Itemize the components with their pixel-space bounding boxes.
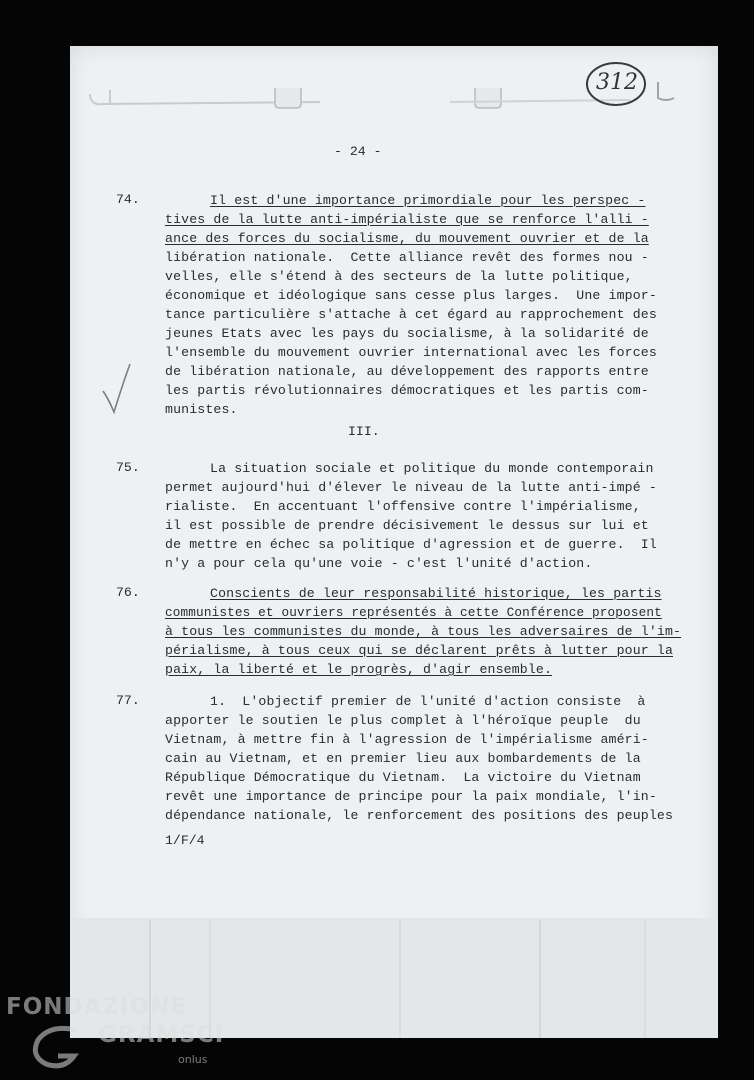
paragraph-74-line: économique et idéologique sans cesse plus larges. Une impor-	[165, 288, 657, 303]
paragraph-77-line: dépendance nationale, le renforcement des positions des peuples	[165, 808, 674, 823]
paragraph-75-line: rialiste. En accentuant l'offensive contre l'impérialisme,	[165, 499, 641, 514]
section-heading: III.	[348, 424, 380, 439]
paragraph-77-line: 1. L'objectif premier de l'unité d'action consiste à	[210, 694, 646, 709]
paragraph-77-line: Vietnam, à mettre fin à l'agression de l'impérialisme améri-	[165, 732, 649, 747]
paragraph-75-line: n'y a pour cela qu'une voie - c'est l'unité d'action.	[165, 556, 593, 571]
paragraph-76-line: à tous les communistes du monde, à tous les adversaires de l'im-	[165, 624, 682, 639]
paragraph-77-line: revêt une importance de principe pour la paix mondiale, l'in-	[165, 789, 657, 804]
paragraph-76-line: communistes et ouvriers représentés à cette Conférence proposent	[165, 605, 662, 620]
paragraph-77-line: apporter le soutien le plus complet à l'héroïque peuple du	[165, 713, 641, 728]
paragraph-number-75: 75.	[116, 460, 140, 475]
paragraph-76-line: Conscients de leur responsabilité historique, les partis	[210, 586, 662, 601]
archive-number: 312	[596, 69, 638, 95]
document-code: 1/F/4	[165, 833, 205, 848]
paragraph-77-line: République Démocratique du Vietnam. La victoire du Vietnam	[165, 770, 641, 785]
paragraph-75-line: de mettre en échec sa politique d'agression et de guerre. Il	[165, 537, 657, 552]
paragraph-74-line: les partis révolutionnaires démocratiques et les partis com-	[165, 383, 649, 398]
paragraph-74-line: Il est d'une importance primordiale pour les perspec -	[210, 193, 646, 208]
page-number: - 24 -	[334, 144, 382, 159]
bottom-strip	[70, 918, 718, 1038]
binder-mark-far-right	[658, 82, 674, 100]
paragraph-number-74: 74.	[116, 192, 140, 207]
check-mark	[103, 364, 130, 412]
watermark-line-2: GRAMSCI	[98, 1022, 225, 1048]
paragraph-74-line: l'ensemble du mouvement ouvrier international avec les forces	[165, 345, 657, 360]
paragraph-74-line: ance des forces du socialisme, du mouvement ouvrier et de la	[165, 231, 649, 246]
paragraph-76-line: périalisme, à tous ceux qui se déclarent prêts à lutter pour la	[165, 643, 674, 658]
paragraph-74-line: tives de la lutte anti-impérialiste que se renforce l'alli -	[165, 212, 649, 227]
paragraph-74-line: tance particulière s'attache à cet égard au rapprochement des	[165, 307, 657, 322]
watermark-logo-icon	[30, 1022, 90, 1072]
paragraph-75-line: permet aujourd'hui d'élever le niveau de la lutte anti-impé -	[165, 480, 657, 495]
paragraph-75-line: il est possible de prendre décisivement le dessus sur lui et	[165, 518, 649, 533]
paragraph-74-line: de libération nationale, au développement des rapports entre	[165, 364, 649, 379]
paragraph-76-line: paix, la liberté et le progrès, d'agir ensemble.	[165, 662, 553, 677]
paragraph-74-line: velles, elle s'étend à des secteurs de la lutte politique,	[165, 269, 633, 284]
paragraph-number-76: 76.	[116, 585, 140, 600]
paragraph-number-77: 77.	[116, 693, 140, 708]
paragraph-74-line: munistes.	[165, 402, 238, 417]
paragraph-74-line: libération nationale. Cette alliance revêt des formes nou -	[165, 250, 649, 265]
paragraph-74-line: jeunes Etats avec les pays du socialisme, à la solidarité de	[165, 326, 649, 341]
watermark-line-1: FONDAZIONE	[6, 994, 188, 1020]
paragraph-75-line: La situation sociale et politique du monde contemporain	[210, 461, 654, 476]
watermark-line-3: onlus	[178, 1053, 208, 1066]
binder-clip-1	[275, 88, 301, 108]
paragraph-77-line: cain au Vietnam, et en premier lieu aux bombardements de la	[165, 751, 641, 766]
binder-clip-2	[475, 88, 501, 108]
